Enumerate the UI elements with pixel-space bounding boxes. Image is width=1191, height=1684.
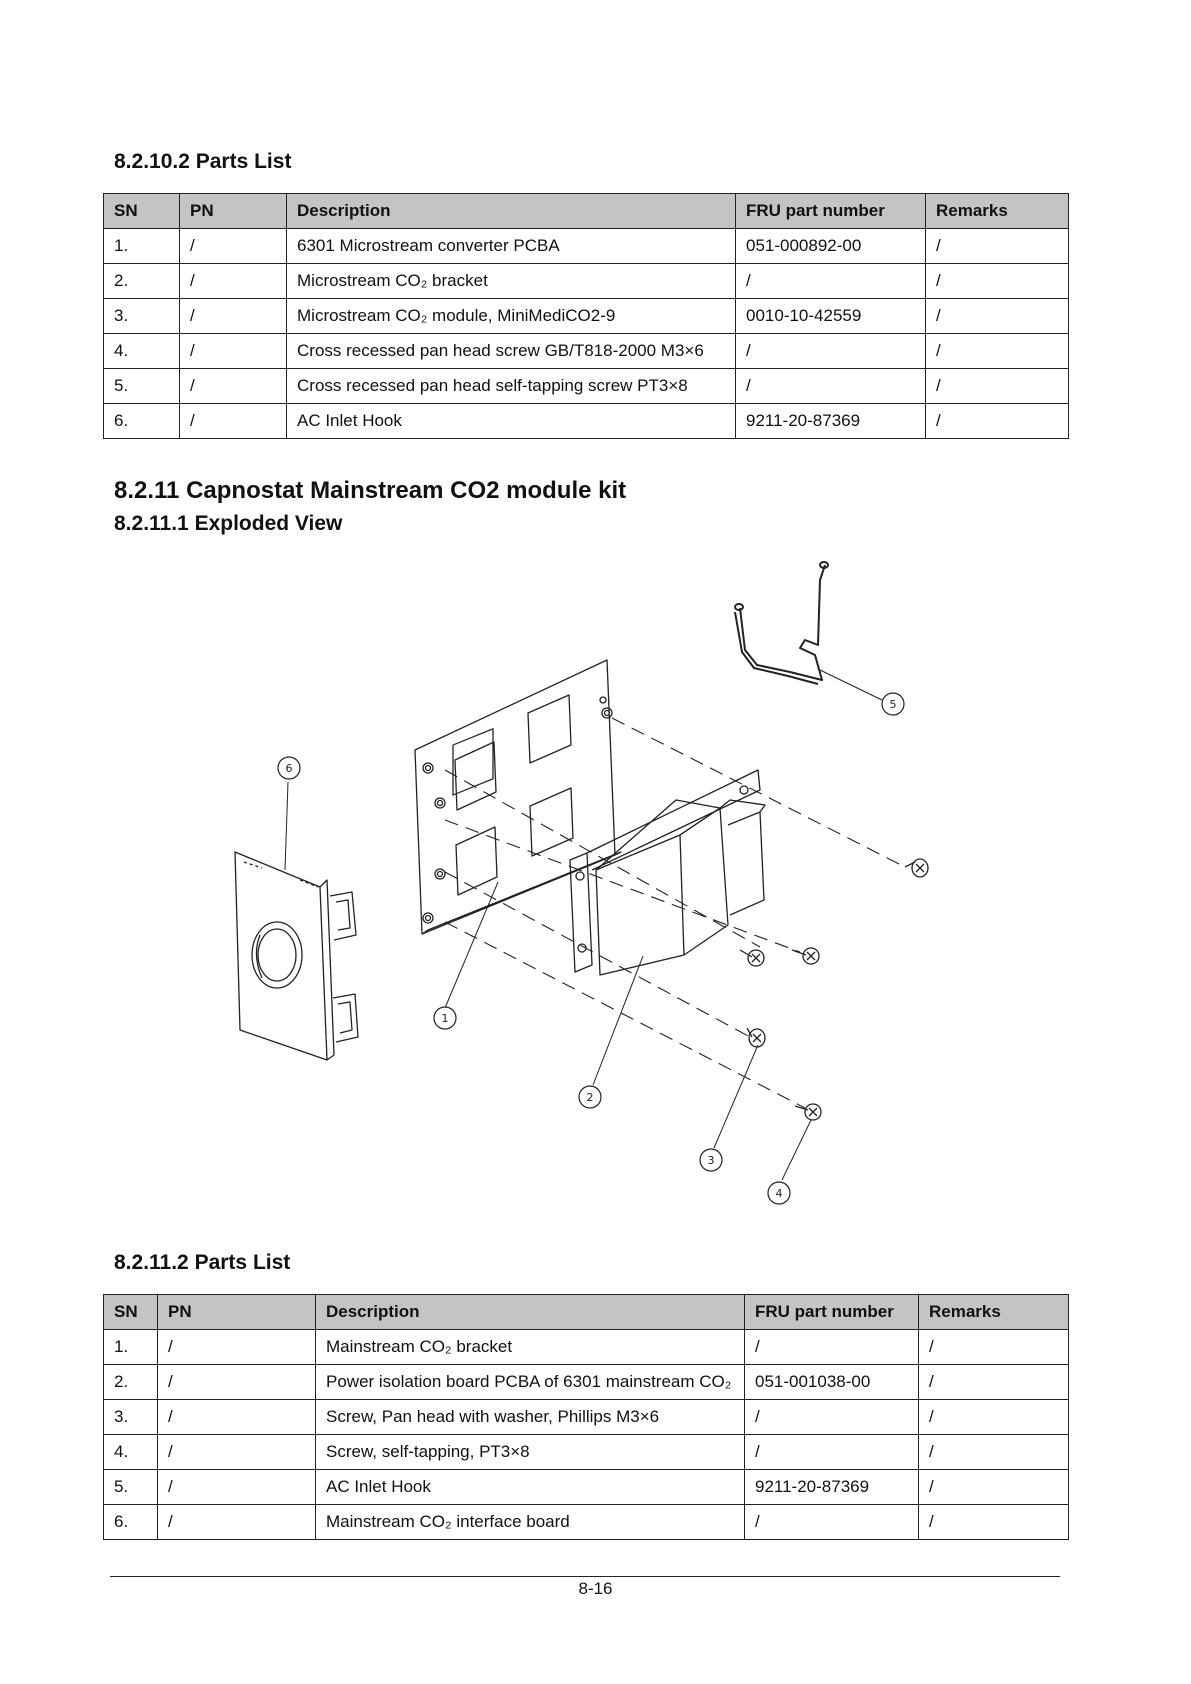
cell-fru: 0010-10-42559 bbox=[736, 299, 926, 334]
cell-description: Cross recessed pan head self-tapping screw PT3×8 bbox=[287, 369, 736, 404]
table-row bbox=[104, 1365, 1069, 1400]
assembly-guide-lines bbox=[445, 718, 905, 1108]
cell-remarks: / bbox=[926, 404, 1069, 439]
cell-remarks: / bbox=[919, 1470, 1069, 1505]
cell-description: Screw, self-tapping, PT3×8 bbox=[316, 1435, 745, 1470]
cell-fru: / bbox=[745, 1330, 919, 1365]
cell-remarks: / bbox=[926, 229, 1069, 264]
cell-pn: / bbox=[158, 1505, 316, 1540]
cell-remarks: / bbox=[919, 1330, 1069, 1365]
main-bracket-board bbox=[415, 660, 621, 934]
table-header-row bbox=[104, 1295, 1069, 1330]
cell-sn: 1. bbox=[104, 229, 180, 264]
cell-fru: / bbox=[745, 1435, 919, 1470]
parts-list-1-title: 8.2.10.2 Parts List bbox=[114, 150, 292, 173]
header-pn: PN bbox=[158, 1295, 316, 1330]
callout-1 bbox=[434, 1007, 456, 1029]
cell-pn: / bbox=[158, 1470, 316, 1505]
cell-sn: 6. bbox=[104, 404, 180, 439]
cell-description: AC Inlet Hook bbox=[316, 1470, 745, 1505]
module-kit-title: 8.2.11 Capnostat Mainstream CO2 module kit bbox=[114, 477, 627, 504]
cell-pn: / bbox=[180, 264, 287, 299]
screw-self-tapping bbox=[795, 1104, 821, 1120]
cell-description: AC Inlet Hook bbox=[287, 404, 736, 439]
header-remarks: Remarks bbox=[926, 194, 1069, 229]
cell-remarks: / bbox=[919, 1435, 1069, 1470]
cell-sn: 4. bbox=[104, 1435, 158, 1470]
cell-pn: / bbox=[180, 229, 287, 264]
cell-pn: / bbox=[180, 299, 287, 334]
cell-fru: / bbox=[736, 334, 926, 369]
callout-3 bbox=[700, 1149, 722, 1171]
cell-remarks: / bbox=[926, 334, 1069, 369]
cell-remarks: / bbox=[926, 264, 1069, 299]
exploded-view-title: 8.2.11.1 Exploded View bbox=[114, 512, 343, 535]
cell-description: Power isolation board PCBA of 6301 mainstream CO₂ bbox=[316, 1365, 745, 1400]
cell-fru: / bbox=[745, 1400, 919, 1435]
callout-5 bbox=[882, 693, 904, 715]
callout-4 bbox=[768, 1182, 790, 1204]
table-row bbox=[104, 334, 1069, 369]
table-row bbox=[104, 404, 1069, 439]
callout-3-label: 3 bbox=[707, 1154, 715, 1167]
cell-sn: 3. bbox=[104, 1400, 158, 1435]
table-row bbox=[104, 1505, 1069, 1540]
header-pn: PN bbox=[180, 194, 287, 229]
cell-description: Cross recessed pan head screw GB/T818-2000 M3×6 bbox=[287, 334, 736, 369]
screw-top-right bbox=[905, 859, 928, 877]
cell-description: Mainstream CO₂ bracket bbox=[316, 1330, 745, 1365]
cell-remarks: / bbox=[919, 1365, 1069, 1400]
parts-list-2-title: 8.2.11.2 Parts List bbox=[114, 1251, 291, 1274]
cell-remarks: / bbox=[919, 1400, 1069, 1435]
header-fru-part-number: FRU part number bbox=[745, 1295, 919, 1330]
callout-2-label: 2 bbox=[586, 1091, 594, 1104]
header-sn: SN bbox=[104, 194, 180, 229]
cell-description: Mainstream CO₂ interface board bbox=[316, 1505, 745, 1540]
cell-remarks: / bbox=[926, 299, 1069, 334]
cell-description: 6301 Microstream converter PCBA bbox=[287, 229, 736, 264]
cell-description: Screw, Pan head with washer, Phillips M3×6 bbox=[316, 1400, 745, 1435]
header-description: Description bbox=[316, 1295, 745, 1330]
table-row bbox=[104, 1435, 1069, 1470]
inlet-hook-wire bbox=[735, 562, 828, 684]
callout-6-label: 6 bbox=[285, 762, 293, 775]
header-sn: SN bbox=[104, 1295, 158, 1330]
exploded-view-drawing bbox=[180, 545, 980, 1225]
cell-fru: 9211-20-87369 bbox=[736, 404, 926, 439]
cell-pn: / bbox=[158, 1365, 316, 1400]
cell-sn: 4. bbox=[104, 334, 180, 369]
table-header-row bbox=[104, 194, 1069, 229]
callout-1-label: 1 bbox=[441, 1012, 449, 1025]
cell-sn: 5. bbox=[104, 369, 180, 404]
table-row bbox=[104, 264, 1069, 299]
cell-pn: / bbox=[180, 334, 287, 369]
module-bracket bbox=[570, 770, 765, 975]
cell-sn: 2. bbox=[104, 264, 180, 299]
cell-description: Microstream CO₂ bracket bbox=[287, 264, 736, 299]
page-number: 8-16 bbox=[578, 1579, 613, 1598]
parts-table-2 bbox=[103, 1294, 1069, 1540]
cell-sn: 3. bbox=[104, 299, 180, 334]
header-remarks: Remarks bbox=[919, 1295, 1069, 1330]
cell-pn: / bbox=[180, 369, 287, 404]
cell-description: Microstream CO₂ module, MiniMediCO2-9 bbox=[287, 299, 736, 334]
cell-fru: 051-001038-00 bbox=[745, 1365, 919, 1400]
callout-6 bbox=[278, 757, 300, 779]
cell-remarks: / bbox=[926, 369, 1069, 404]
table-row bbox=[104, 1400, 1069, 1435]
parts-table-1 bbox=[103, 193, 1069, 439]
screw-pan-head-3 bbox=[747, 1028, 765, 1047]
callout-5-label: 5 bbox=[889, 698, 897, 711]
cell-sn: 1. bbox=[104, 1330, 158, 1365]
cell-fru: 9211-20-87369 bbox=[745, 1470, 919, 1505]
callout-4-label: 4 bbox=[775, 1187, 783, 1200]
table-row bbox=[104, 299, 1069, 334]
cell-pn: / bbox=[158, 1435, 316, 1470]
cell-pn: / bbox=[180, 404, 287, 439]
cell-fru: / bbox=[736, 264, 926, 299]
table-row bbox=[104, 1330, 1069, 1365]
cell-sn: 5. bbox=[104, 1470, 158, 1505]
callout-2 bbox=[579, 1086, 601, 1108]
cell-remarks: / bbox=[919, 1505, 1069, 1540]
header-fru-part-number: FRU part number bbox=[736, 194, 926, 229]
table-row bbox=[104, 369, 1069, 404]
cell-sn: 6. bbox=[104, 1505, 158, 1540]
cell-pn: / bbox=[158, 1330, 316, 1365]
screw-pan-head-1 bbox=[740, 950, 764, 966]
header-description: Description bbox=[287, 194, 736, 229]
cell-pn: / bbox=[158, 1400, 316, 1435]
table-row bbox=[104, 229, 1069, 264]
footer-rule bbox=[110, 1576, 1060, 1577]
cell-sn: 2. bbox=[104, 1365, 158, 1400]
inlet-hook-panel bbox=[235, 852, 358, 1060]
cell-fru: / bbox=[736, 369, 926, 404]
cell-fru: 051-000892-00 bbox=[736, 229, 926, 264]
table-row bbox=[104, 1470, 1069, 1505]
cell-fru: / bbox=[745, 1505, 919, 1540]
